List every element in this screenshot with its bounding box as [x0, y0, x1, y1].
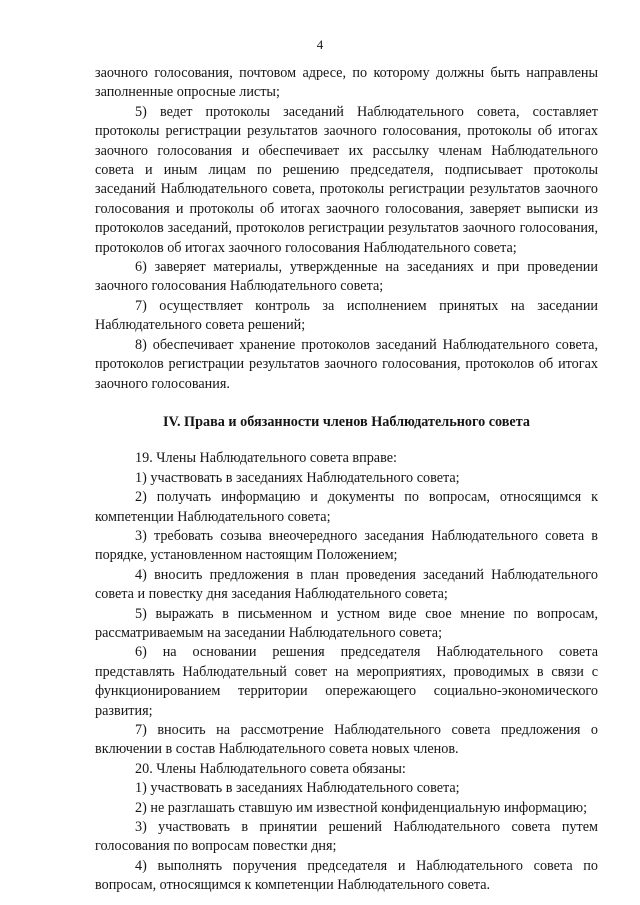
section-heading: IV. Права и обязанности членов Наблюдательного совета: [163, 413, 530, 430]
paragraph-continuation: заочного голосования, почтовом адресе, по которому должны быть направлены заполненные опросные листы;: [95, 65, 598, 101]
clause-20: 20. Члены Наблюдательного совета обязаны:: [135, 760, 406, 777]
clause-19-item-6: 6) на основании решения председателя Наблюдательного совета представлять Наблюдательный совет на мероприятиях, проводимых в связи с функционированием территории опережающего социально-экономического развития;: [95, 644, 598, 719]
clause-19-item-2: 2) получать информацию и документы по вопросам, относящимся к компетенции Наблюдательного совета;: [95, 489, 598, 525]
clause-19: 19. Члены Наблюдательного совета вправе:: [135, 450, 397, 467]
clause-20-item-1: 1) участвовать в заседаниях Наблюдательного совета;: [135, 780, 460, 797]
paragraph-item-5: 5) ведет протоколы заседаний Наблюдательного совета, составляет протоколы регистрации результатов заочного голосования, протоколы об итогах заочного голосования и обеспечивает их рассылку членам Наблюдательного совета и иным лицам по решению председателя, подписывает протоколы заседаний Наблюдательного совета, протоколы регистрации результатов заочного голосования и протоколы об итогах заочного голосования, заверяет выписки из протоколов заседаний, протоколов регистрации результатов заочного голосования, протоколов об итогах заочного голосования Наблюдательного совета;: [95, 103, 598, 256]
document-body: [95, 64, 598, 896]
clause-19-item-5: 5) выражать в письменном и устном виде свое мнение по вопросам, рассматриваемым на заседании Наблюдательного совета;: [95, 605, 598, 641]
paragraph-item-8: 8) обеспечивает хранение протоколов заседаний Наблюдательного совета, протоколов регистрации результатов заочного голосования, протоколов об итогах заочного голосования.: [95, 336, 598, 392]
page-number: 4: [316, 37, 324, 52]
clause-20-item-2: 2) не разглашать ставшую им известной конфиденциальную информацию;: [135, 799, 588, 816]
clause-19-item-7: 7) вносить на рассмотрение Наблюдательного совета предложения о включении в состав Наблюдательного совета новых членов.: [95, 722, 598, 758]
clause-20-item-3: 3) участвовать в принятии решений Наблюдательного совета путем голосования по вопросам повестки дня;: [95, 819, 598, 855]
paragraph-item-7: 7) осуществляет контроль за исполнением принятых на заседании Наблюдательного совета решений;: [95, 297, 598, 334]
clause-19-item-4: 4) вносить предложения в план проведения заседаний Наблюдательного совета и повестку дня заседания Наблюдательного совета;: [95, 566, 598, 603]
clause-19-item-1: 1) участвовать в заседаниях Наблюдательного совета;: [135, 469, 460, 486]
paragraph-item-6: 6) заверяет материалы, утвержденные на заседаниях и при проведении заочного голосования Наблюдательного совета;: [95, 259, 598, 295]
clause-20-item-4: 4) выполнять поручения председателя и Наблюдательного совета по вопросам, относящимся к компетенции Наблюдательного совета.: [95, 857, 598, 894]
clause-19-item-3: 3) требовать созыва внеочередного заседания Наблюдательного совета в порядке, установленном настоящим Положением;: [95, 527, 598, 564]
